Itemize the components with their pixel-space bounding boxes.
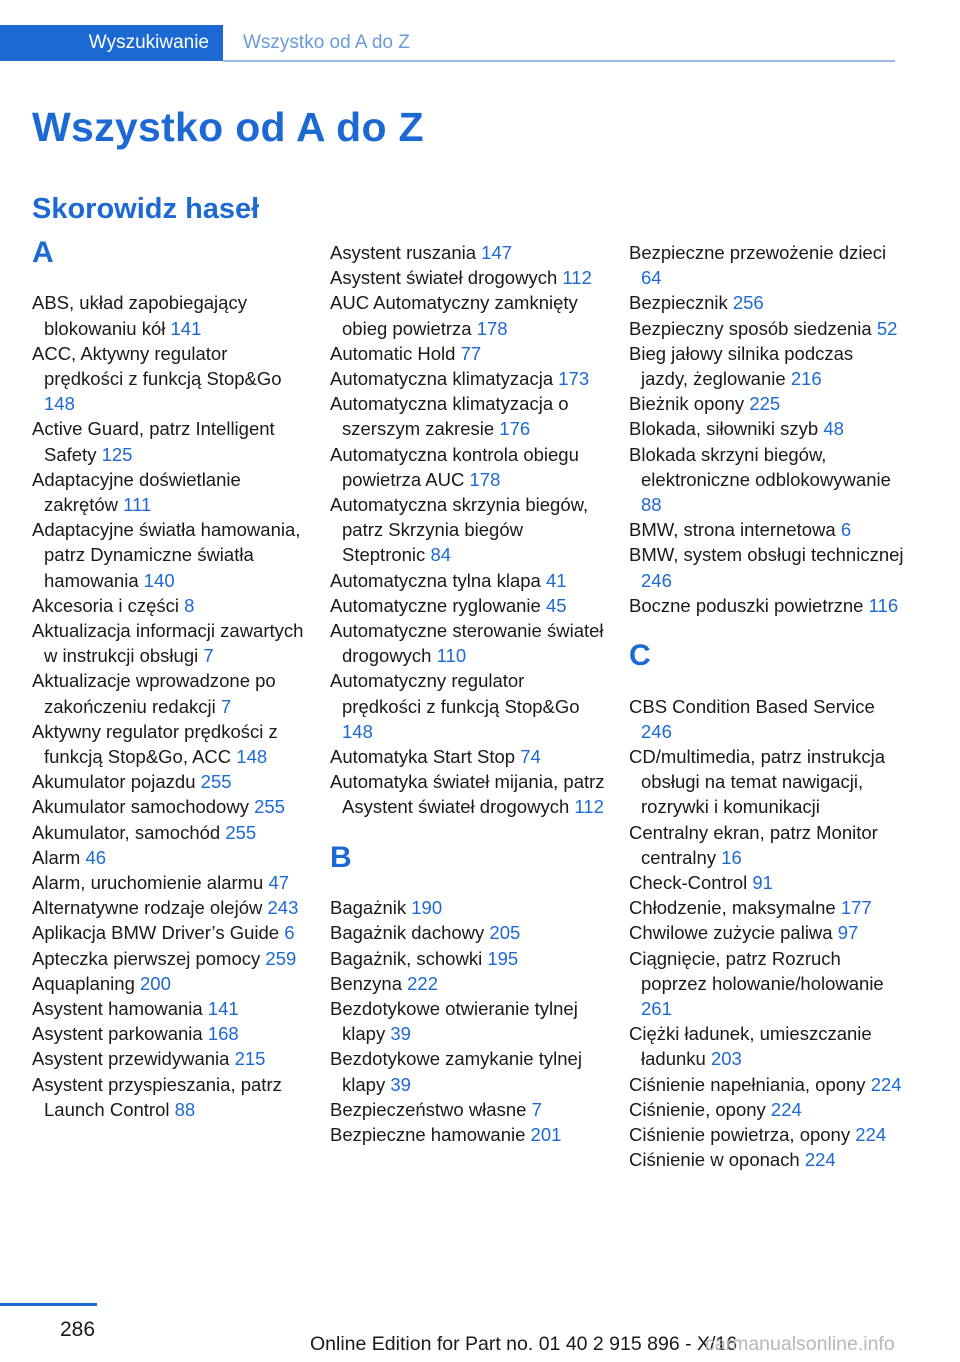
index-page-link[interactable]: 246 bbox=[641, 569, 672, 591]
index-entry bbox=[629, 946, 904, 1022]
index-page-link[interactable]: 224 bbox=[770, 1098, 802, 1120]
index-page-link[interactable]: 125 bbox=[101, 443, 133, 465]
index-entry-text: Asystent hamowania bbox=[32, 998, 203, 1020]
index-entry bbox=[629, 1147, 904, 1172]
index-entry bbox=[330, 744, 605, 769]
index-entry-text: Bagażnik bbox=[330, 897, 407, 919]
index-entry-text: BMW, strona internetowa bbox=[629, 519, 836, 541]
index-entry bbox=[330, 946, 605, 971]
index-entry-text: Check-Control bbox=[629, 872, 748, 894]
index-entry bbox=[629, 240, 904, 290]
index-entry bbox=[629, 593, 904, 618]
index-page-link[interactable]: 243 bbox=[267, 897, 299, 919]
index-letter-heading: A bbox=[32, 236, 54, 269]
index-entry bbox=[32, 996, 307, 1021]
index-page-link[interactable]: 45 bbox=[545, 594, 567, 616]
index-entry bbox=[629, 442, 904, 518]
header-tabs bbox=[0, 25, 895, 61]
index-page-link[interactable]: 6 bbox=[840, 519, 852, 541]
index-entry bbox=[32, 845, 307, 870]
index-page-link[interactable]: 141 bbox=[170, 317, 202, 339]
index-entry bbox=[32, 820, 307, 845]
index-entry-text: Ciśnienie w oponach bbox=[629, 1149, 800, 1171]
index-entry-text: Ciśnienie powietrza, opony bbox=[629, 1124, 851, 1146]
index-entry-text: Automatyczna klimatyzacja o szerszym zakresie bbox=[330, 393, 569, 440]
index-page-link[interactable]: 140 bbox=[143, 569, 175, 591]
index-page-link[interactable]: 190 bbox=[411, 897, 443, 919]
index-entry bbox=[32, 946, 307, 971]
index-page-link[interactable]: 255 bbox=[200, 771, 232, 793]
index-page-link[interactable]: 47 bbox=[268, 872, 290, 894]
index-entry-text: Ciśnienie, opony bbox=[629, 1098, 766, 1120]
index-entry-text: ABS, układ zapobiegający blokowaniu kół bbox=[32, 292, 247, 339]
index-entry bbox=[330, 265, 605, 290]
index-entry-text: Asystent świateł drogowych bbox=[330, 267, 558, 289]
index-entry-text: AUC Automatyczny zamknięty obieg powietrza bbox=[330, 292, 578, 339]
index-page-link[interactable]: 255 bbox=[225, 821, 257, 843]
index-entry bbox=[330, 996, 605, 1046]
index-page-link[interactable]: 8 bbox=[184, 594, 195, 616]
index-entry-text: Aquaplaning bbox=[32, 972, 135, 994]
section-title: Skorowidz haseł bbox=[32, 193, 260, 225]
index-page-link[interactable]: 200 bbox=[140, 972, 171, 994]
index-entry-text: Automatyczne sterowanie świateł drogowych bbox=[330, 620, 604, 667]
index-entry-text: Bezpieczne przewożenie dzieci bbox=[629, 242, 887, 263]
index-entry-text: Benzyna bbox=[330, 972, 402, 994]
index-entry bbox=[330, 769, 605, 819]
index-entry bbox=[629, 316, 904, 341]
index-entry-text: Aktualizacja informacji zawartych w instrukcji obsługi bbox=[32, 620, 304, 667]
index-entry-text: Automatyczna kontrola obiegu powietrza AUC bbox=[330, 443, 579, 490]
index-entry-text: Bezpiecznik bbox=[629, 292, 728, 314]
index-entry bbox=[629, 391, 904, 416]
index-page-link[interactable]: 97 bbox=[837, 922, 859, 944]
index-page-link[interactable]: 222 bbox=[407, 972, 439, 994]
index-page-link[interactable]: 141 bbox=[207, 998, 239, 1020]
edition-note: Online Edition for Part no. 01 40 2 915 896 - X/16 bbox=[310, 1333, 738, 1355]
index-page-link[interactable]: 7 bbox=[531, 1098, 542, 1120]
index-entry bbox=[32, 870, 307, 895]
index-page-link[interactable]: 261 bbox=[641, 998, 672, 1020]
tab-search[interactable]: Wyszukiwanie bbox=[0, 25, 223, 61]
index-entry-text: Automatyczna tylna klapa bbox=[330, 569, 541, 591]
index-letter-heading: B bbox=[330, 840, 352, 874]
index-entry bbox=[330, 366, 605, 391]
index-page-link[interactable]: 110 bbox=[436, 645, 467, 667]
index-page-link[interactable]: 147 bbox=[481, 242, 513, 263]
index-entry-text: Ciągnięcie, patrz Rozruch poprzez holowanie/holowanie bbox=[629, 947, 884, 994]
index-entry bbox=[330, 568, 605, 593]
index-page-link[interactable]: 195 bbox=[487, 947, 519, 969]
index-column-3 bbox=[629, 240, 904, 1172]
tab-a-to-z[interactable]: Wszystko od A do Z bbox=[243, 32, 410, 53]
index-entry bbox=[32, 668, 307, 718]
index-page-link[interactable]: 116 bbox=[868, 594, 899, 616]
index-page-link[interactable]: 148 bbox=[44, 393, 75, 415]
index-page-link[interactable]: 39 bbox=[390, 1023, 411, 1045]
index-entry bbox=[32, 517, 307, 593]
index-page-link[interactable]: 77 bbox=[460, 342, 482, 364]
index-page-link[interactable]: 201 bbox=[530, 1124, 562, 1146]
index-entry-text: Alarm bbox=[32, 846, 81, 868]
index-page-link[interactable]: 168 bbox=[207, 1023, 239, 1045]
index-page-link[interactable]: 91 bbox=[752, 872, 773, 894]
index-page-link[interactable]: 112 bbox=[574, 796, 604, 818]
index-entry bbox=[330, 1046, 605, 1096]
index-page-link[interactable]: 6 bbox=[284, 922, 295, 944]
index-entry bbox=[629, 416, 904, 441]
index-entry bbox=[32, 971, 307, 996]
index-entry bbox=[629, 820, 904, 870]
index-entry-text: Asystent przewidywania bbox=[32, 1048, 230, 1070]
index-entry-text: Alarm, uruchomienie alarmu bbox=[32, 872, 264, 894]
index-entry-text: Boczne poduszki powietrzne bbox=[629, 594, 864, 616]
index-entry bbox=[32, 769, 307, 794]
watermark: carmanualsonline.info bbox=[705, 1333, 895, 1355]
index-entry-text: Automatyka Start Stop bbox=[330, 746, 516, 768]
index-entry-text: CD/multimedia, patrz instrukcja obsługi na temat nawigacji, rozrywki i komunikacji bbox=[629, 746, 885, 818]
index-entry bbox=[330, 668, 605, 744]
index-page-link[interactable]: 177 bbox=[840, 897, 872, 919]
index-entry bbox=[629, 290, 904, 315]
index-entry-text: Active Guard, patrz Intelligent Safety bbox=[32, 418, 275, 465]
index-page-link[interactable]: 256 bbox=[732, 292, 764, 314]
footer-accent-bar bbox=[0, 1303, 97, 1306]
index-entry-text: Bezdotykowe zamykanie tylnej klapy bbox=[330, 1048, 582, 1095]
index-page-link[interactable]: 224 bbox=[870, 1073, 902, 1095]
index-page-link[interactable]: 216 bbox=[790, 368, 822, 390]
index-entry-text: Bieżnik opony bbox=[629, 393, 745, 415]
index-page-link[interactable]: 88 bbox=[641, 494, 662, 516]
index-entry bbox=[629, 870, 904, 895]
index-entry bbox=[330, 290, 605, 340]
tab-underline bbox=[223, 60, 895, 62]
index-page-link[interactable]: 39 bbox=[390, 1073, 411, 1095]
index-entry-text: Bezpieczny sposób siedzenia bbox=[629, 317, 872, 339]
index-page-link[interactable]: 178 bbox=[476, 317, 508, 339]
index-page-link[interactable]: 148 bbox=[342, 720, 373, 742]
index-entry bbox=[32, 416, 307, 466]
index-entry bbox=[32, 1021, 307, 1046]
index-entry bbox=[330, 1097, 605, 1122]
index-entry bbox=[629, 1122, 904, 1147]
index-entry bbox=[330, 593, 605, 618]
index-entry bbox=[32, 719, 307, 769]
index-entry-text: Automatyczna skrzynia biegów, patrz Skrzynia biegów Steptronic bbox=[330, 494, 589, 566]
index-entry-text: Chwilowe zużycie paliwa bbox=[629, 922, 833, 944]
index-entry-text: Bagażnik dachowy bbox=[330, 922, 485, 944]
index-entry bbox=[330, 492, 605, 568]
index-page-link[interactable]: 178 bbox=[469, 468, 501, 490]
index-entry bbox=[629, 341, 904, 391]
index-page-link[interactable]: 48 bbox=[823, 418, 844, 440]
index-entry-text: Automatyczna klimatyzacja bbox=[330, 368, 554, 390]
index-page-link[interactable]: 225 bbox=[749, 393, 781, 415]
index-page-link[interactable]: 111 bbox=[123, 494, 152, 515]
index-column-1 bbox=[32, 236, 307, 1122]
index-entry-text: Centralny ekran, patrz Monitor centralny bbox=[629, 821, 878, 868]
index-page-link[interactable]: 112 bbox=[562, 267, 592, 289]
index-entry-text: Automatic Hold bbox=[330, 342, 456, 364]
index-entry-text: Automatyczny regulator prędkości z funkcją Stop&Go bbox=[330, 670, 580, 717]
index-entry-text: Asystent przyspieszania, patrz Launch Control bbox=[32, 1073, 282, 1120]
index-entry bbox=[629, 920, 904, 945]
index-entry bbox=[32, 920, 307, 945]
index-entry-text: Aplikacja BMW Driver’s Guide bbox=[32, 922, 280, 944]
index-entry-text: Alternatywne rodzaje olejów bbox=[32, 897, 263, 919]
index-entry-text: Ciężki ładunek, umieszczanie ładunku bbox=[629, 1023, 872, 1070]
index-entry-text: CBS Condition Based Service bbox=[629, 695, 875, 717]
index-entry-text: ACC, Aktywny regulator prędkości z funkcją Stop&Go bbox=[32, 342, 282, 389]
index-page-link[interactable]: 7 bbox=[203, 645, 214, 667]
index-page-link[interactable]: 246 bbox=[641, 720, 672, 742]
index-entry bbox=[330, 618, 605, 668]
index-page-link[interactable]: 46 bbox=[85, 846, 107, 868]
index-page-link[interactable]: 203 bbox=[710, 1048, 742, 1070]
index-entry bbox=[629, 895, 904, 920]
index-entry-text: Ciśnienie napełniania, opony bbox=[629, 1073, 866, 1095]
index-entry-text: Automatyczne ryglowanie bbox=[330, 594, 541, 616]
index-page-link[interactable]: 52 bbox=[876, 317, 898, 339]
index-entry-text: Akumulator samochodowy bbox=[32, 796, 249, 818]
index-page-link[interactable]: 173 bbox=[558, 368, 590, 390]
index-entry bbox=[330, 1122, 605, 1147]
index-entry bbox=[32, 618, 307, 668]
index-page-link[interactable]: 88 bbox=[174, 1098, 196, 1120]
index-entry bbox=[330, 895, 605, 920]
index-entry-text: Asystent ruszania bbox=[330, 242, 477, 263]
index-entry-text: Blokada skrzyni biegów, elektroniczne odblokowywanie bbox=[629, 443, 891, 490]
index-page-link[interactable]: 84 bbox=[430, 544, 452, 566]
index-entry-text: Automatyka świateł mijania, patrz Asystent świateł drogowych bbox=[330, 771, 605, 818]
index-page-link[interactable]: 259 bbox=[265, 947, 297, 969]
index-page-link[interactable]: 64 bbox=[641, 267, 662, 289]
index-page-link[interactable]: 215 bbox=[234, 1048, 266, 1070]
index-entry-text: Bezdotykowe otwieranie tylnej klapy bbox=[330, 998, 578, 1045]
index-page-link[interactable]: 148 bbox=[236, 746, 268, 768]
index-entry-text: Bieg jałowy silnika podczas jazdy, żeglowanie bbox=[629, 342, 854, 390]
index-entry bbox=[32, 341, 307, 417]
index-page-link[interactable]: 41 bbox=[545, 569, 567, 591]
index-entry bbox=[32, 895, 307, 920]
index-entry bbox=[330, 391, 605, 441]
index-entry bbox=[629, 744, 904, 820]
index-entry bbox=[330, 920, 605, 945]
index-entry bbox=[629, 1072, 904, 1097]
page-title: Wszystko od A do Z bbox=[32, 104, 424, 150]
index-page-link[interactable]: 176 bbox=[499, 418, 531, 440]
index-entry-text: Chłodzenie, maksymalne bbox=[629, 897, 836, 919]
index-entry-text: Akumulator, samochód bbox=[32, 821, 221, 843]
index-entry bbox=[629, 517, 904, 542]
index-entry bbox=[330, 240, 605, 265]
index-page-link[interactable]: 7 bbox=[220, 695, 232, 717]
index-entry bbox=[330, 971, 605, 996]
page-number: 286 bbox=[60, 1318, 96, 1341]
index-entry bbox=[629, 694, 904, 744]
index-entry-text: Adaptacyjne światła hamowania, patrz Dynamiczne światła hamowania bbox=[32, 519, 301, 591]
index-entry bbox=[629, 1021, 904, 1071]
index-entry bbox=[32, 467, 307, 517]
index-entry bbox=[629, 1097, 904, 1122]
index-column-2 bbox=[330, 240, 605, 1147]
index-entry-text: Asystent parkowania bbox=[32, 1023, 203, 1045]
index-entry-text: Bagażnik, schowki bbox=[330, 947, 483, 969]
index-entry bbox=[330, 341, 605, 366]
index-letter-heading: C bbox=[629, 639, 651, 673]
index-page-link[interactable]: 205 bbox=[489, 922, 521, 944]
index-entry bbox=[32, 794, 307, 819]
index-entry-text: Adaptacyjne doświetlanie zakrętów bbox=[32, 468, 241, 515]
index-entry bbox=[32, 1046, 307, 1071]
index-page-link[interactable]: 255 bbox=[254, 796, 285, 818]
index-page-link[interactable]: 224 bbox=[855, 1124, 887, 1146]
index-entry-text: Akcesoria i części bbox=[32, 594, 180, 616]
index-entry bbox=[32, 593, 307, 618]
index-entry-text: Aktualizacje wprowadzone po zakończeniu redakcji bbox=[32, 670, 276, 717]
index-entry-text: Bezpieczeństwo własne bbox=[330, 1098, 527, 1120]
index-page-link[interactable]: 224 bbox=[804, 1149, 836, 1171]
index-entry-text: Akumulator pojazdu bbox=[32, 771, 196, 793]
index-entry-text: Bezpieczne hamowanie bbox=[330, 1124, 526, 1146]
index-entry bbox=[629, 542, 904, 592]
index-entry-text: Apteczka pierwszej pomocy bbox=[32, 947, 261, 969]
index-page-link[interactable]: 74 bbox=[520, 746, 541, 768]
index-entry bbox=[330, 442, 605, 492]
index-entry bbox=[32, 290, 307, 340]
index-page-link[interactable]: 16 bbox=[721, 846, 742, 868]
index-entry-text: Aktywny regulator prędkości z funkcją Stop&Go, ACC bbox=[32, 720, 278, 768]
index-entry-text: Blokada, siłowniki szyb bbox=[629, 418, 819, 440]
index-entry bbox=[32, 1072, 307, 1122]
index-entry-text: BMW, system obsługi technicznej bbox=[629, 544, 904, 566]
